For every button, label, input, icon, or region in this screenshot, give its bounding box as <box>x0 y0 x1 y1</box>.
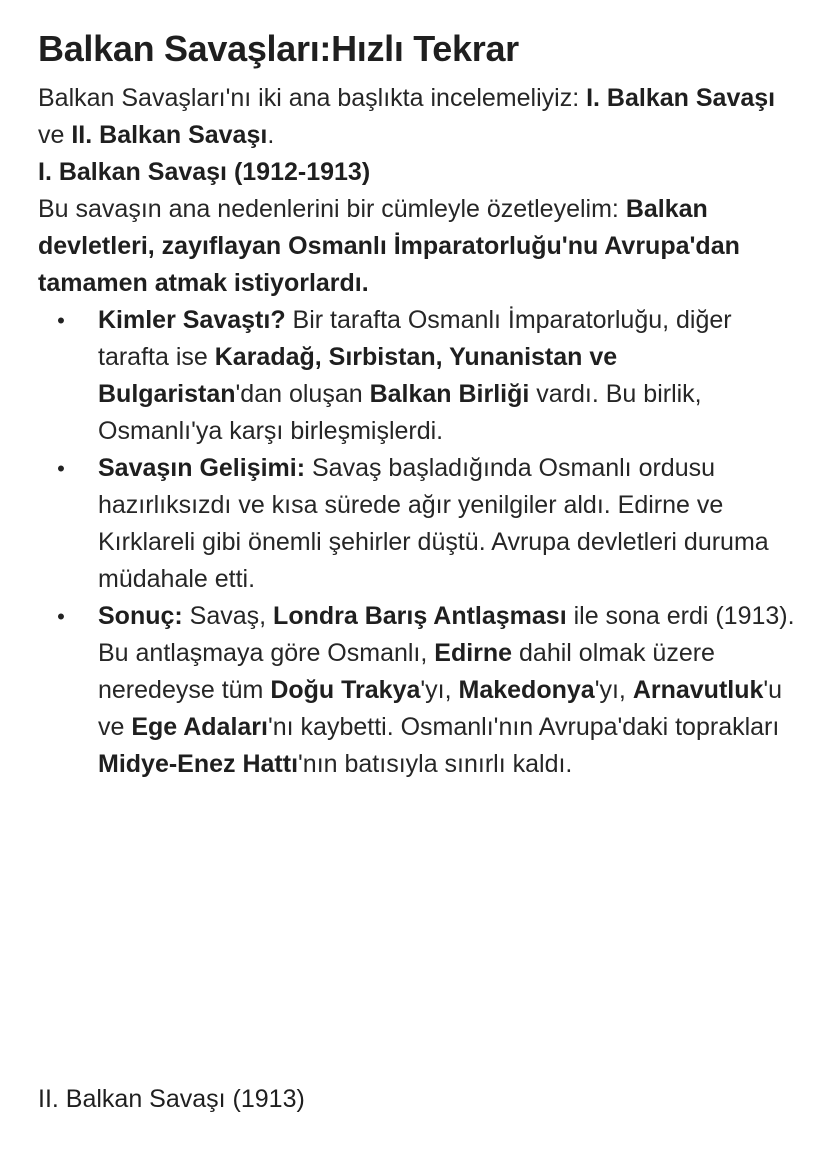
bullet-bold: Makedonya <box>458 676 595 704</box>
bullet-text: 'nı kaybetti. Osmanlı'nın Avrupa'daki toprakları <box>267 713 780 741</box>
bullet-bold: Arnavutluk <box>632 676 764 704</box>
document-content <box>38 24 798 783</box>
bullet-bold: Edirne <box>434 639 513 667</box>
page-title: Balkan Savaşları:Hızlı Tekrar <box>38 28 519 69</box>
bullet-icon: • <box>57 604 65 629</box>
bullet-item-result <box>38 598 798 783</box>
causes-bold-summary: Balkan devletleri, zayıflayan Osmanlı İmparatorluğu'nu Avrupa'dan tamamen atmak istiyorlardı. <box>38 195 740 297</box>
bullet-text: vardı. Bu birlik, Osmanlı'ya karşı birleşmişlerdi. <box>98 380 702 445</box>
intro-paragraph <box>38 80 798 154</box>
bullet-icon: • <box>57 308 65 333</box>
section-heading-second-war: II. Balkan Savaşı (1913) <box>38 1085 305 1113</box>
bullet-item-war-progress <box>38 450 798 598</box>
bullet-bold: Balkan Birliği <box>369 380 530 408</box>
intro-text: ve <box>38 121 72 149</box>
causes-paragraph <box>38 191 798 302</box>
bullet-bold: Doğu Trakya <box>270 676 421 704</box>
bullet-text: 'dan oluşan <box>235 380 370 408</box>
intro-text: Balkan Savaşları'nı iki ana başlıkta incelemeliyiz: <box>38 84 587 112</box>
intro-bold-first-war: I. Balkan Savaşı <box>586 84 776 112</box>
bullet-text: 'yı, <box>420 676 459 704</box>
bullet-text: 'nın batısıyla sınırlı kaldı. <box>298 750 573 778</box>
bullet-text: 'yı, <box>594 676 633 704</box>
bullet-label: Sonuç: <box>98 602 183 630</box>
section-heading-first-war: I. Balkan Savaşı (1912-1913) <box>38 158 371 186</box>
bullet-item-who-fought <box>38 302 798 450</box>
bullet-label: Kimler Savaştı? <box>98 306 286 334</box>
causes-text: Bu savaşın ana nedenlerini bir cümleyle özetleyelim: <box>38 195 626 223</box>
bullet-text: 'u ve <box>98 676 783 741</box>
intro-text: . <box>267 121 275 149</box>
bullet-bold: Midye-Enez Hattı <box>98 750 299 778</box>
intro-bold-second-war: II. Balkan Savaşı <box>71 121 268 149</box>
bullet-list <box>38 302 798 783</box>
bullet-text: Savaş başladığında Osmanlı ordusu hazırlıksızdı ve kısa sürede ağır yenilgiler aldı. Edirne ve Kırklareli gibi önemli şehirler düştü. Avrupa devletleri duruma müdahale etti. <box>98 454 769 593</box>
bullet-text: Savaş, <box>182 602 274 630</box>
bullet-text: Bir tarafta Osmanlı İmparatorluğu, diğer tarafta ise <box>98 306 732 371</box>
bullet-icon: • <box>57 456 65 481</box>
bullet-bold: Karadağ, Sırbistan, Yunanistan ve Bulgaristan <box>98 343 618 408</box>
bullet-bold: Londra Barış Antlaşması <box>273 602 567 630</box>
bullet-text: ile sona erdi (1913). Bu antlaşmaya göre Osmanlı, <box>98 602 795 667</box>
bullet-text: dahil olmak üzere neredeyse tüm <box>98 639 715 704</box>
bullet-label: Savaşın Gelişimi: <box>98 454 306 482</box>
bullet-bold: Ege Adaları <box>131 713 268 741</box>
